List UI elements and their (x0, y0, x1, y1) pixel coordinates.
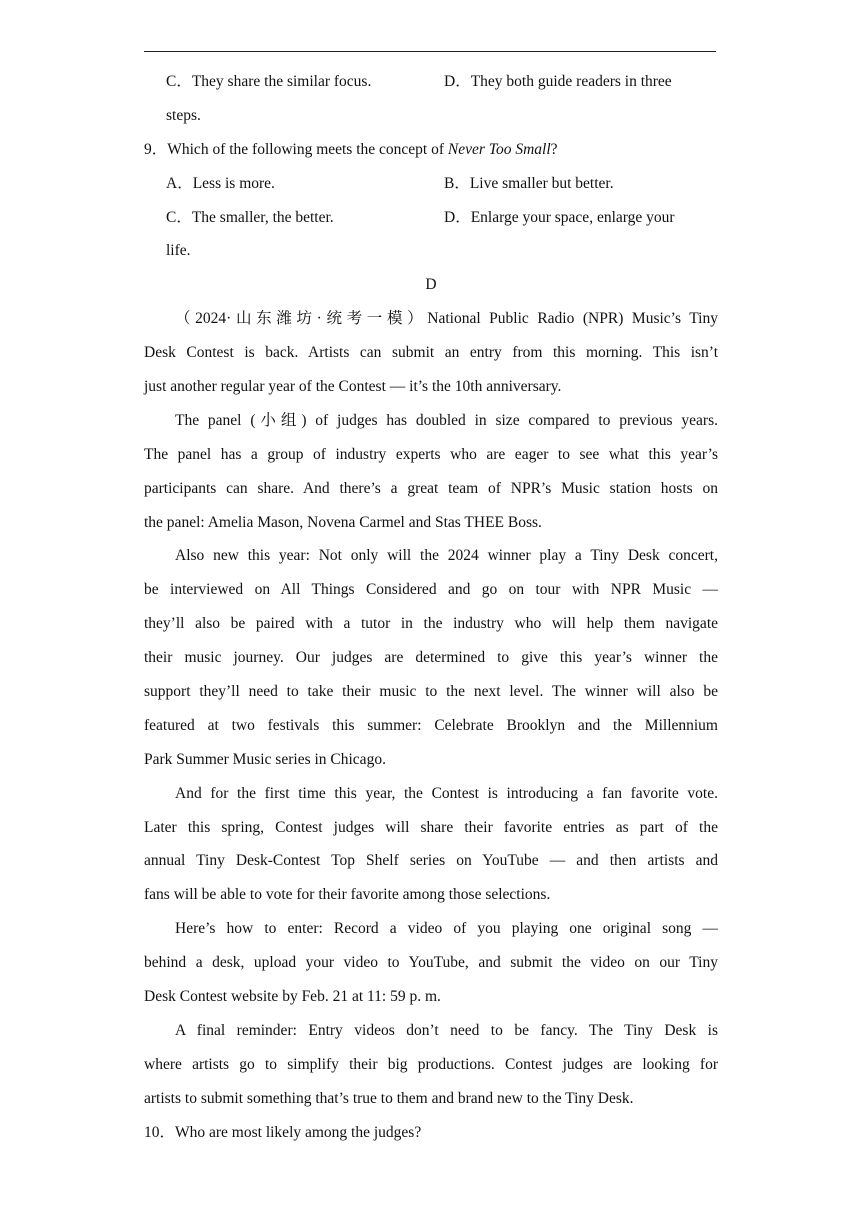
q9-stem (144, 133, 718, 167)
passage-line: Park Summer Music series in Chicago. (144, 750, 386, 768)
q9-option-d-continued: life. (166, 242, 191, 260)
passage-line: Desk Contest website by Feb. 21 at 11: 59 p. m. (144, 988, 441, 1006)
passage-line: A final reminder: Entry videos don’t need to be fancy. The Tiny Desk is (175, 1021, 718, 1039)
passage-line: participants can share. And there’s a great team of NPR’s Music station hosts on (144, 479, 718, 497)
q9-stem-title: Never Too Small (447, 140, 551, 158)
passage-line: The panel (小组) of judges has doubled in size compared to previous years. (175, 411, 718, 429)
document-content (144, 65, 718, 1150)
q8-option-d-continued: steps. (166, 106, 201, 124)
q9-option-a[interactable]: A．Less is more. (166, 174, 275, 192)
q8-options-row (144, 65, 718, 99)
passage-line: just another regular year of the Contest — it’s the 10th anniversary. (144, 378, 562, 396)
passage-line: Desk Contest is back. Artists can submit an entry from this morning. This isn’t (144, 344, 718, 362)
q9-stem-prefix: 9．Which of the following meets the concept of (144, 140, 448, 158)
passage-paragraph-4 (144, 777, 718, 913)
passage-paragraph-3 (144, 539, 718, 776)
passage-line: annual Tiny Desk-Contest Top Shelf series on YouTube — and then artists and (144, 852, 718, 870)
passage-line: the panel: Amelia Mason, Novena Carmel and Stas THEE Boss. (144, 513, 542, 531)
passage-line: The panel has a group of industry experts who are eager to see what this year’s (144, 445, 718, 463)
passage-line: their music journey. Our judges are determined to give this year’s winner the (144, 649, 718, 667)
q8-option-d[interactable]: D．They both guide readers in three (444, 73, 672, 90)
passage-paragraph-1 (144, 302, 718, 404)
passage-line: fans will be able to vote for their favorite among those selections. (144, 886, 551, 904)
passage-line: Later this spring, Contest judges will share their favorite entries as part of the (144, 818, 718, 836)
passage-line: be interviewed on All Things Considered and go on tour with NPR Music — (144, 581, 718, 599)
passage-paragraph-6 (144, 1014, 718, 1116)
passage-line: featured at two festivals this summer: Celebrate Brooklyn and the Millennium (144, 716, 718, 734)
header-rule (144, 51, 716, 52)
q8-option-c[interactable]: C．They share the similar focus. (166, 73, 372, 90)
passage-line: behind a desk, upload your video to YouTube, and submit the video on our Tiny (144, 954, 718, 972)
passage-paragraph-2 (144, 404, 718, 540)
passage-line: where artists go to simplify their big productions. Contest judges are looking for (144, 1055, 718, 1073)
passage-line: And for the first time this year, the Contest is introducing a fan favorite vote. (175, 784, 718, 802)
passage-line: they’ll also be paired with a tutor in the industry who will help them navigate (144, 615, 718, 633)
q9-option-c[interactable]: C．The smaller, the better. (166, 208, 334, 226)
q9-options-row-2 (144, 201, 718, 235)
passage-line: Here’s how to enter: Record a video of you playing one original song — (175, 920, 718, 938)
passage-line: support they’ll need to take their music to the next level. The winner will also be (144, 683, 718, 701)
q9-option-b[interactable]: B．Live smaller but better. (444, 174, 614, 192)
passage-line: artists to submit something that’s true to them and brand new to the Tiny Desk. (144, 1089, 634, 1107)
q9-stem-suffix: ? (550, 140, 558, 158)
passage-paragraph-5 (144, 912, 718, 1014)
passage-line: Also new this year: Not only will the 2024 winner play a Tiny Desk concert, (175, 547, 718, 565)
q9-options-row-1 (144, 167, 718, 201)
passage-line: （2024·山东潍坊·统考一模）National Public Radio (NPR) Music’s Tiny (175, 310, 718, 328)
q10-stem: 10．Who are most likely among the judges? (144, 1123, 422, 1141)
q9-option-d[interactable]: D．Enlarge your space, enlarge your (444, 208, 675, 226)
section-label: D (425, 276, 437, 294)
